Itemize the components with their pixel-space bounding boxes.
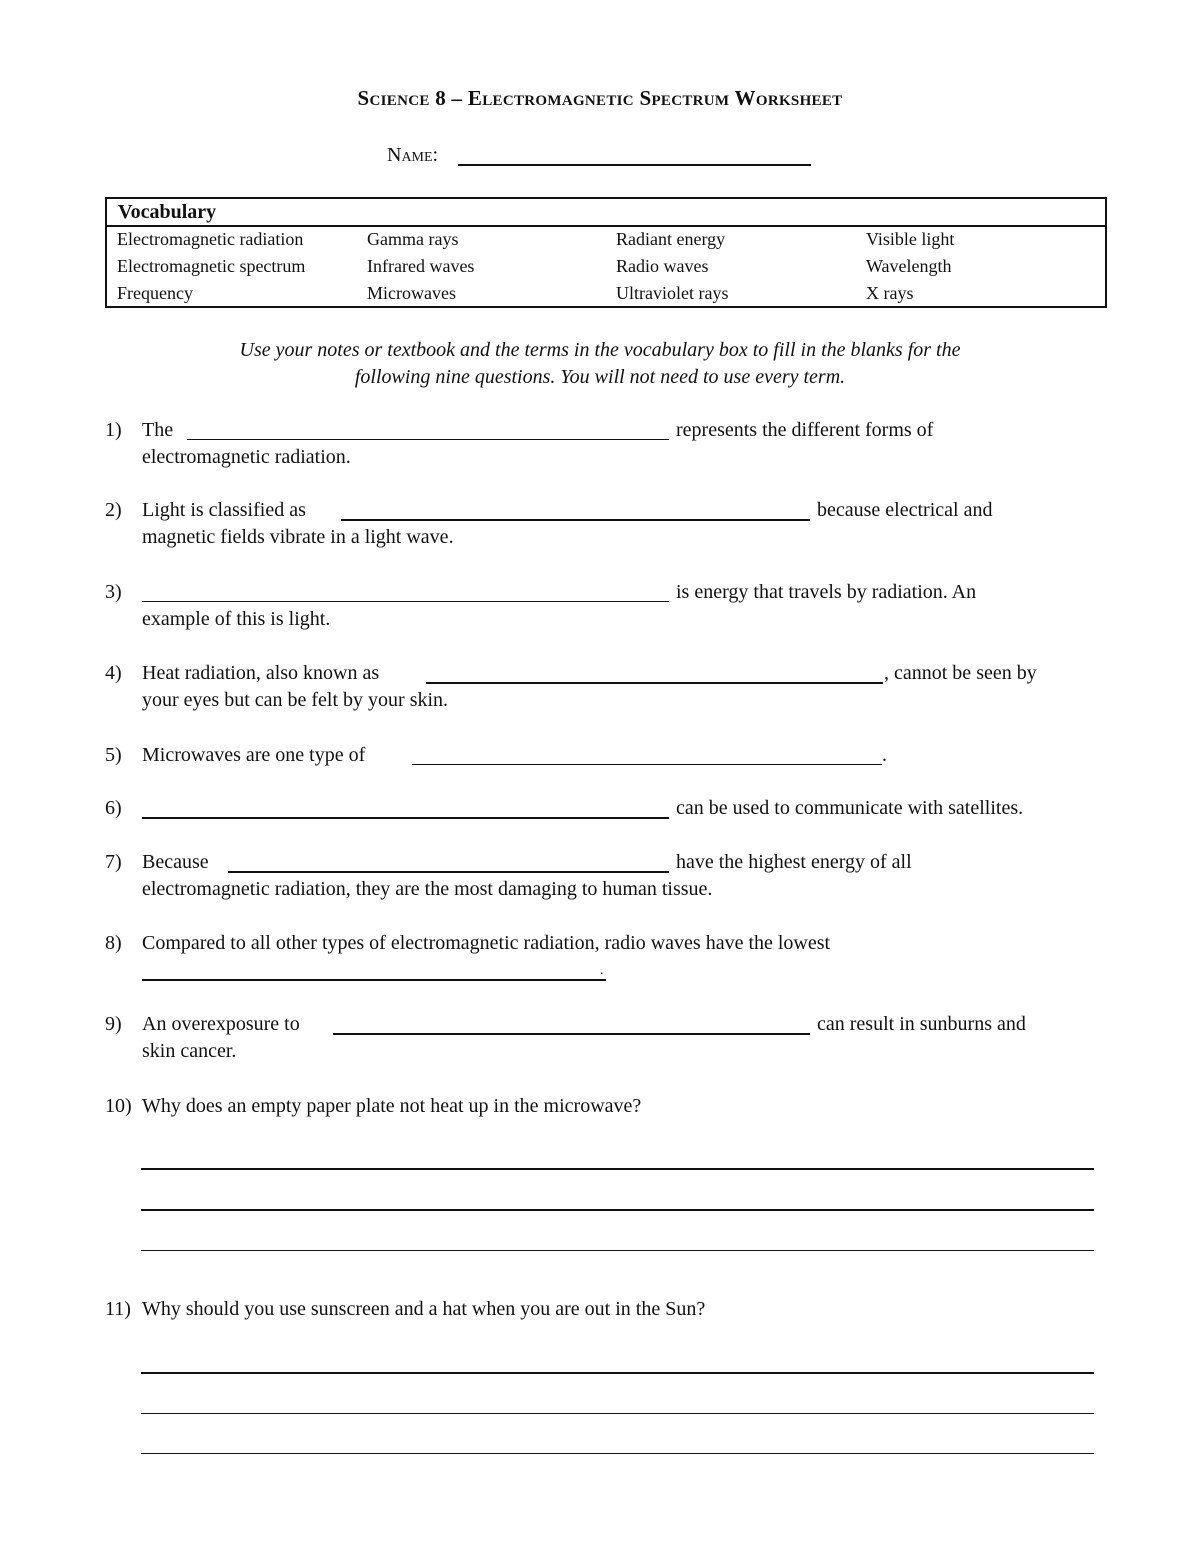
answer-blank[interactable]: [412, 764, 882, 765]
answer-line[interactable]: [141, 1372, 1094, 1374]
vocab-term: Infrared waves: [367, 256, 475, 276]
answer-line[interactable]: [141, 1250, 1094, 1251]
name-blank[interactable]: [458, 164, 811, 166]
answer-blank[interactable]: [426, 682, 883, 684]
question-text: .: [600, 963, 604, 978]
question-number: 2): [105, 499, 122, 521]
question-number: 7): [105, 851, 122, 873]
question-text: electromagnetic radiation, they are the most damaging to human tissue.: [142, 878, 713, 900]
question-text: represents the different forms of: [676, 419, 934, 441]
question-text: magnetic fields vibrate in a light wave.: [142, 526, 454, 548]
question-text: can result in sunburns and: [817, 1013, 1026, 1035]
question-11: [0, 1296, 1200, 1326]
answer-blank[interactable]: [341, 519, 810, 521]
question-number: 4): [105, 662, 122, 684]
question-10: [0, 1093, 1200, 1123]
answer-blank[interactable]: [142, 817, 669, 819]
question-8: [0, 930, 1200, 990]
answer-blank[interactable]: [228, 871, 669, 873]
question-7: [0, 849, 1200, 909]
question-text: have the highest energy of all: [676, 851, 912, 873]
name-label: Name:: [387, 144, 439, 166]
answer-blank[interactable]: [333, 1033, 810, 1035]
vocab-term: Microwaves: [367, 283, 456, 303]
vocabulary-box: [105, 197, 1107, 308]
question-text: Microwaves are one type of: [142, 744, 366, 766]
question-number: 8): [105, 932, 122, 954]
worksheet-title: Science 8 – Electromagnetic Spectrum Worksheet: [357, 86, 843, 110]
question-5: [0, 742, 1200, 772]
question-text: because electrical and: [817, 499, 993, 521]
vocabulary-heading: Vocabulary: [118, 201, 217, 223]
vocab-term: Visible light: [866, 229, 955, 249]
question-3: [0, 579, 1200, 639]
question-text: An overexposure to: [142, 1013, 300, 1035]
question-text: Heat radiation, also known as: [142, 662, 380, 684]
question-9: [0, 1011, 1200, 1071]
vocab-term: Radiant energy: [616, 229, 726, 249]
question-text: is energy that travels by radiation. An: [676, 581, 977, 603]
answer-line[interactable]: [141, 1168, 1094, 1170]
question-number: 11): [105, 1298, 131, 1320]
answer-line[interactable]: [141, 1209, 1094, 1211]
question-4: [0, 660, 1200, 720]
instructions: [100, 337, 1100, 391]
vocab-term: X rays: [866, 283, 914, 303]
vocab-term: Wavelength: [866, 256, 952, 276]
question-number: 6): [105, 797, 122, 819]
answer-blank[interactable]: [187, 439, 669, 440]
vocab-term: Ultraviolet rays: [616, 283, 729, 303]
vocab-term: Frequency: [117, 283, 193, 303]
question-text: example of this is light.: [142, 608, 331, 630]
answer-line[interactable]: [141, 1453, 1094, 1454]
question-text: .: [882, 744, 887, 766]
question-number: 1): [105, 419, 122, 441]
question-text: Because: [142, 851, 209, 873]
question-6: [0, 795, 1200, 825]
question-number: 9): [105, 1013, 122, 1035]
question-text: electromagnetic radiation.: [142, 446, 351, 468]
question-text: Compared to all other types of electromagnetic radiation, radio waves have the lowest: [142, 932, 831, 954]
question-1: [0, 417, 1200, 477]
vocab-term: Radio waves: [616, 256, 709, 276]
vocab-term: Electromagnetic radiation: [117, 229, 304, 249]
answer-line[interactable]: [141, 1413, 1094, 1414]
vocab-term: Gamma rays: [367, 229, 459, 249]
question-text: , cannot be seen by: [884, 662, 1037, 684]
vocabulary-header: [107, 199, 1105, 227]
question-text: Why should you use sunscreen and a hat when you are out in the Sun?: [142, 1298, 706, 1320]
question-number: 5): [105, 744, 122, 766]
question-2: [0, 497, 1200, 557]
answer-blank[interactable]: [142, 979, 606, 981]
question-text: can be used to communicate with satellites.: [676, 797, 1024, 819]
question-number: 10): [105, 1095, 132, 1117]
question-number: 3): [105, 581, 122, 603]
vocab-term: Electromagnetic spectrum: [117, 256, 306, 276]
answer-blank[interactable]: [142, 601, 669, 602]
question-text: Light is classified as: [142, 499, 306, 521]
instructions-line-2: following nine questions. You will not need to use every term.: [354, 366, 846, 388]
question-text: Why does an empty paper plate not heat up in the microwave?: [142, 1095, 642, 1117]
question-text: your eyes but can be felt by your skin.: [142, 689, 449, 711]
question-text: skin cancer.: [142, 1040, 237, 1062]
instructions-line-1: Use your notes or textbook and the terms in the vocabulary box to fill in the blanks for the: [239, 339, 961, 361]
question-text: The: [142, 419, 174, 441]
